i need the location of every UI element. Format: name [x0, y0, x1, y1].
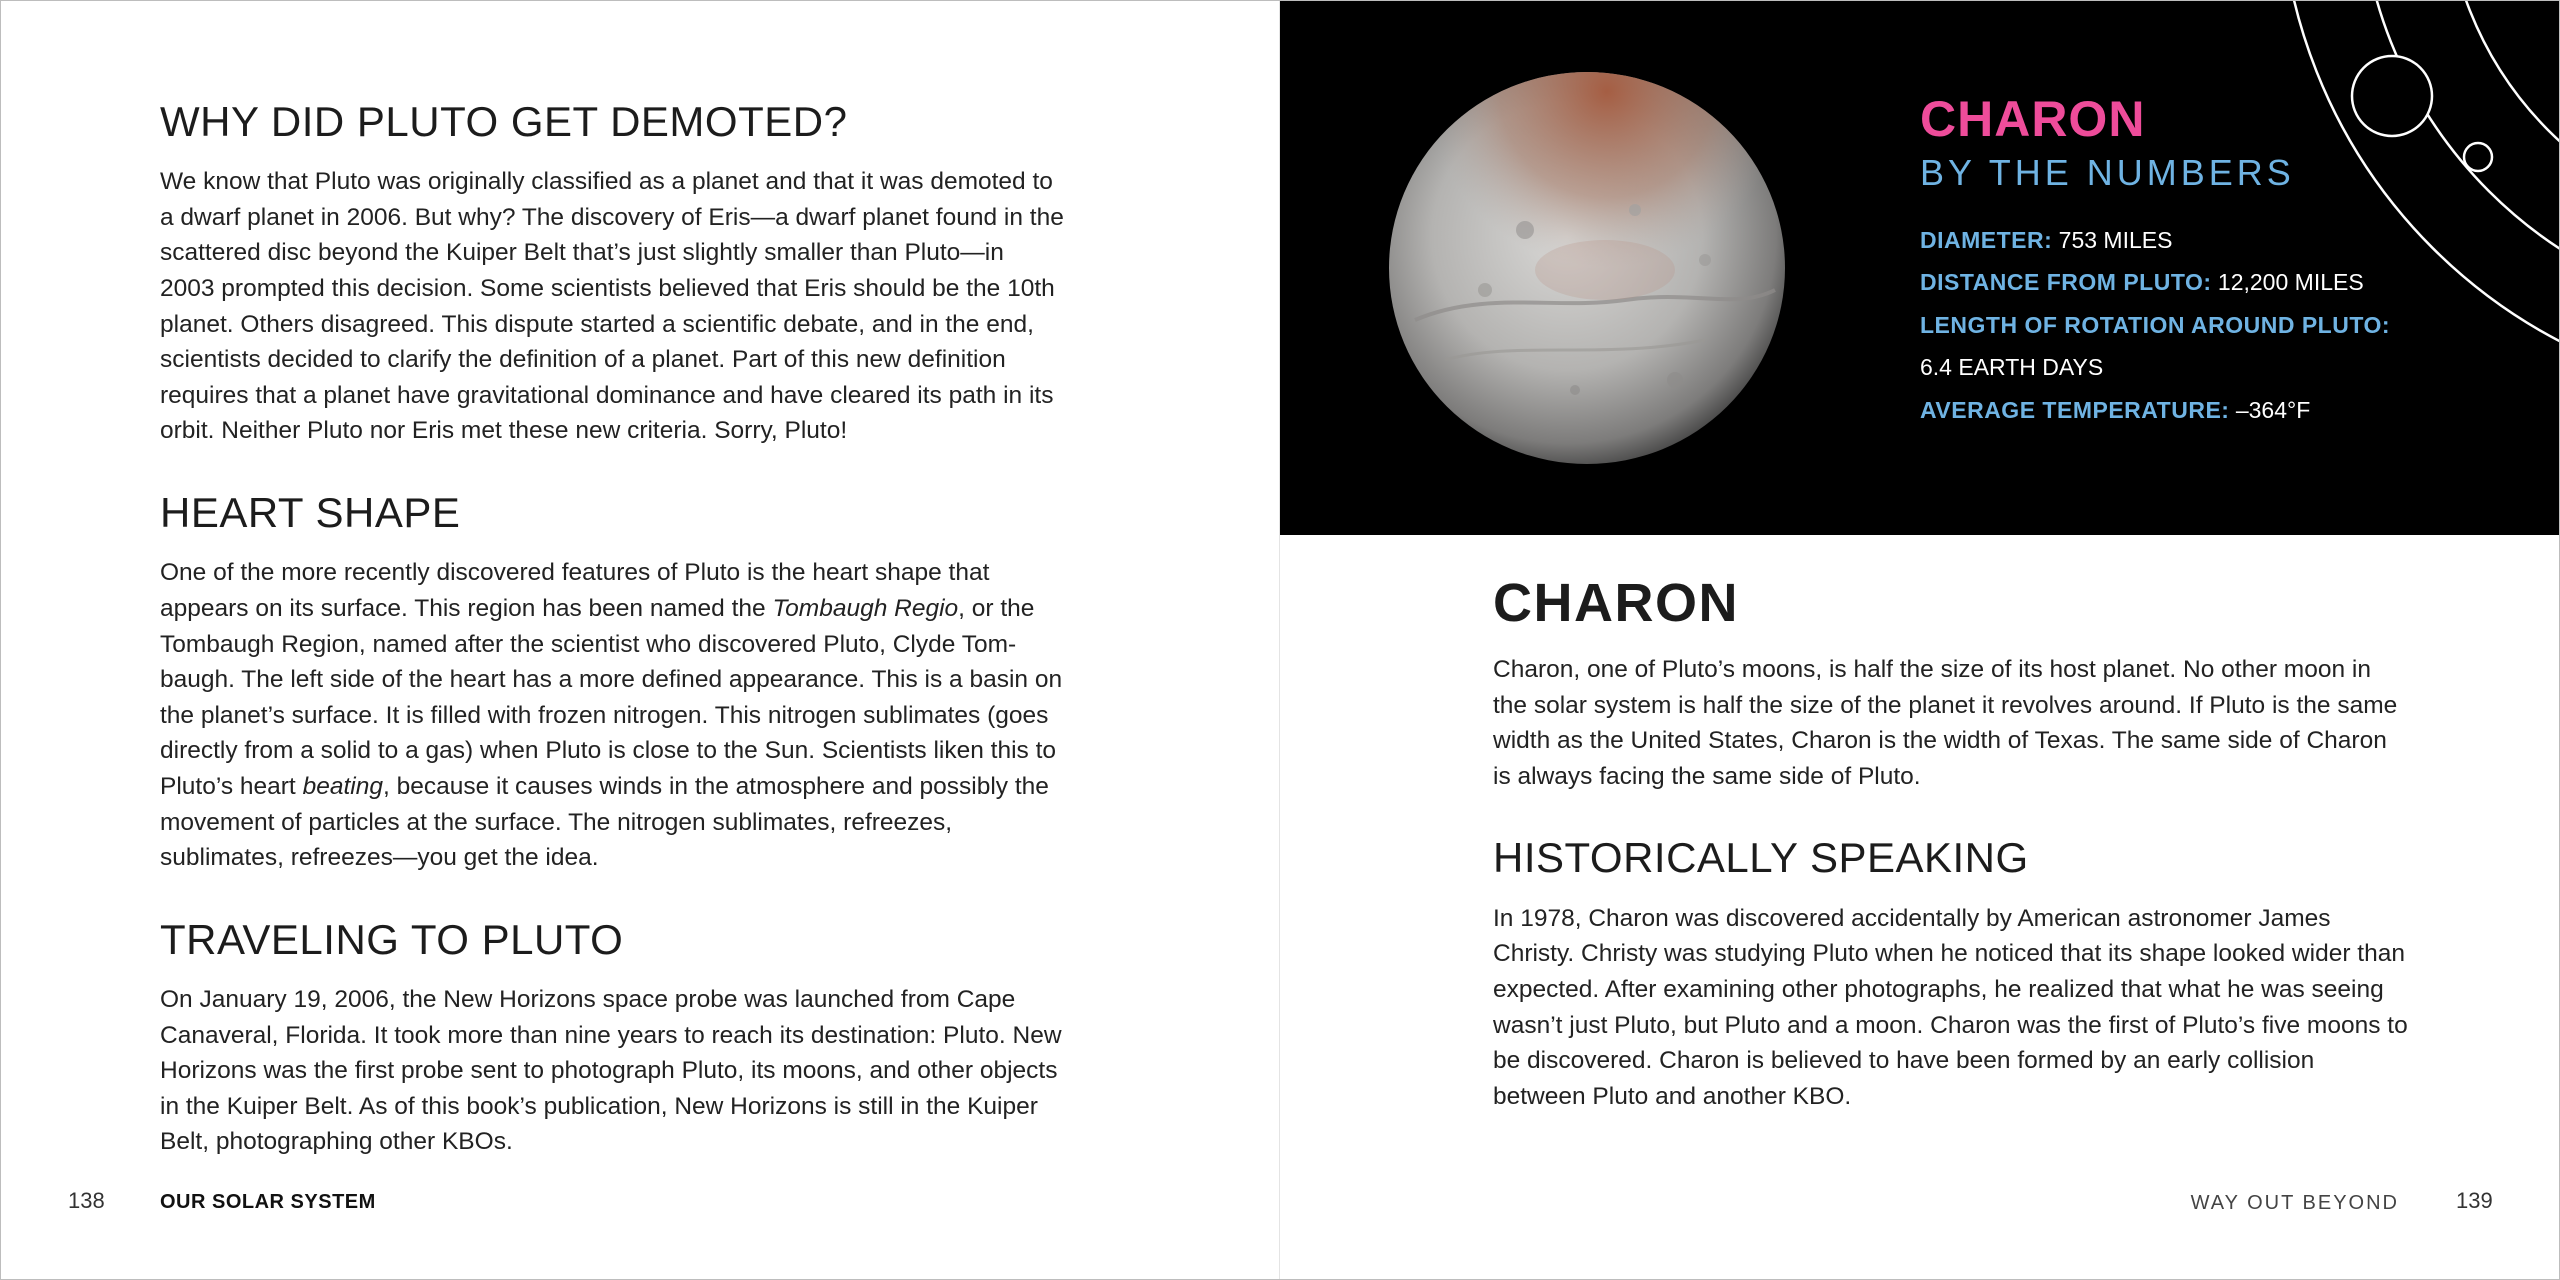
heading-why-demoted: WHY DID PLUTO GET DEMOTED? [160, 98, 848, 145]
heading-heart-shape: HEART SHAPE [160, 489, 461, 537]
paragraph-why-demoted: We know that Pluto was originally classified as a planet and that it was demoted to a dwarf planet in 2006. But why? The discovery of Eris—a dwarf planet found in the scattered disc beyond the Kuiper Belt that’s just slightly smaller than Pluto—in 2003 prompted this decision. Some scientists believed that Eris should be the 10th planet. Others disagreed. This dispute started a scientific debate, and in the end, scientists decided to clarify the definition of a planet. Part of this new definition requires that a planet have gravitational dominance and have cleared its path in its orbit. Neither Pluto nor Eris met these new criteria. Sorry, Pluto! [160, 168, 1064, 445]
stat-distance [1920, 261, 2480, 304]
stat-diameter-label: DIAMETER: [1920, 226, 2053, 253]
heading-traveling-to-pluto: TRAVELING TO PLUTO [160, 915, 624, 963]
stat-rotation [1920, 304, 2480, 347]
stat-diameter [1920, 219, 2480, 262]
stat-distance-label: DISTANCE FROM PLUTO: [1920, 269, 2212, 296]
page-number-left: 138 [68, 1188, 105, 1213]
heart-text-3: , because it causes winds in the atmosphere and possibly the movement of particles at the surface. The nitrogen sublimates, refreezes, sublimates, refreezes—you get the idea. [160, 772, 1049, 872]
paragraph-traveling-to-pluto: On January 19, 2006, the New Horizons space probe was launched from Cape Canaveral, Florida. It took more than nine years to reach its destination: Pluto. New Horizons was the first probe sent to photograph Pluto, its moons, and other objects in the Kuiper Belt. As of this book’s publication, New Horizons is still in the Kuiper Belt, photographing other KBOs. [160, 985, 1062, 1156]
heading-charon: CHARON [1493, 573, 1739, 633]
charon-stats-block [1920, 92, 2480, 431]
stat-temperature-label: AVERAGE TEMPERATURE: [1920, 396, 2230, 423]
stat-temperature [1920, 389, 2480, 432]
heart-text-2: , or the Tombaugh Region, named after the scientist who discovered Pluto, Clyde Tombaugh. The left side of the heart has a more defined appearance. This is a basin on the planet’s surface. It is filled with frozen nitrogen. This nitrogen sublimates (goes directly from a solid to a gas) when Pluto is close to the Sun. Scientists liken this to Pluto’s heart [160, 594, 1063, 800]
running-head-right: WAY OUT BEYOND [2190, 1192, 2399, 1214]
heart-emphasis-beating: beating [302, 772, 383, 800]
left-page-column [160, 98, 1065, 1200]
heading-historically-speaking: HISTORICALLY SPEAKING [1493, 834, 2029, 882]
stat-distance-value: 12,200 MILES [2217, 269, 2364, 296]
paragraph-historically-speaking: In 1978, Charon was discovered accidentally by American astronomer James Christy. Christy was studying Pluto when he noticed that its shape looked wider than expected. After examining other photographs, he realized that what he was seeing wasn’t just Pluto, but Pluto and a moon. Charon was the first of Pluto’s five moons to be discovered. Charon is believed to have been formed by an early collision between Pluto and another KBO. [1493, 904, 2408, 1110]
charon-moon-illustration [1375, 60, 1795, 470]
charon-stats-title: CHARON [1920, 91, 2146, 147]
heart-text-1: One of the more recently discovered features of Pluto is the heart shape that appears on its surface. This region has been named the [160, 559, 990, 622]
charon-stats-subtitle: BY THE NUMBERS [1920, 152, 2295, 193]
stat-rotation-label: LENGTH OF ROTATION AROUND PLUTO: [1920, 311, 2391, 338]
stat-diameter-value: 753 MILES [2058, 226, 2173, 253]
right-page-column [1493, 572, 2408, 1154]
stat-rotation-value: 6.4 EARTH DAYS [1920, 354, 2104, 381]
heart-emphasis-tombaugh-regio: Tombaugh Regio [772, 594, 959, 622]
paragraph-charon: Charon, one of Pluto’s moons, is half the size of its host planet. No other moon in the solar system is half the size of the planet it revolves around. If Pluto is the same width as the United States, Charon is the width of Texas. The same side of Charon is always facing the same side of Pluto. [1493, 656, 2398, 790]
page-number-right: 139 [2456, 1188, 2493, 1213]
running-head-left: OUR SOLAR SYSTEM [160, 1191, 376, 1213]
stat-temperature-value: –364°F [2235, 396, 2311, 423]
charon-hero-panel [1280, 0, 2560, 535]
paragraph-heart-shape [160, 555, 1065, 875]
